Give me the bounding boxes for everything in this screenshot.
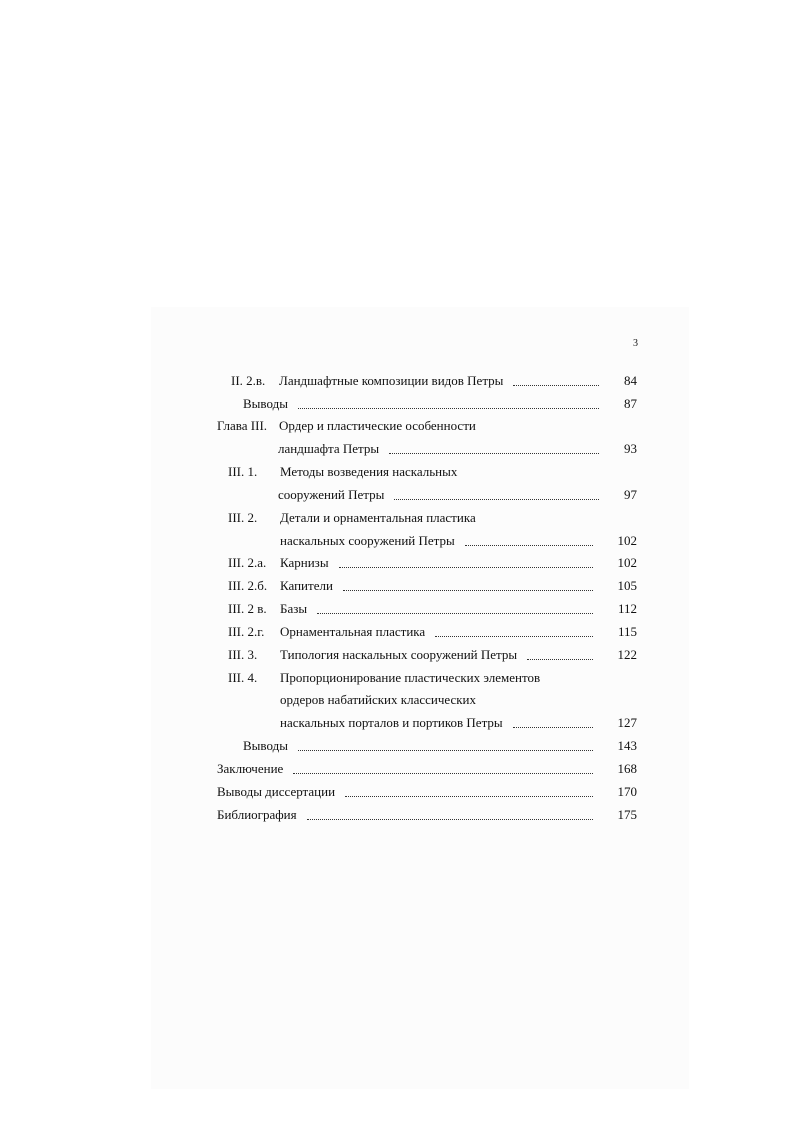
toc-entry (228, 599, 637, 619)
toc-entry (243, 736, 637, 756)
toc-entry-title: Библиография (217, 807, 297, 822)
toc-entry-number: III. 2 в. (228, 601, 267, 616)
toc-entry (228, 576, 637, 596)
toc-entry-page: 112 (617, 601, 637, 616)
toc-entry-title: Методы возведения наскальных (280, 464, 458, 479)
toc-entry-page: 143 (617, 738, 637, 753)
toc-entry-title: Ордер и пластические особенности (279, 418, 476, 433)
leader-dots (394, 499, 599, 500)
toc-entry-page: 97 (624, 487, 637, 502)
toc-entry-page: 102 (617, 533, 637, 548)
leader-dots (317, 613, 593, 614)
toc-entry-title: Орнаментальная пластика (280, 624, 426, 639)
toc-entry-number: III. 1. (228, 464, 258, 479)
leader-dots (293, 773, 593, 774)
toc-entry-number: III. 2.а. (228, 555, 267, 570)
toc-entry (228, 508, 637, 528)
toc-entry-title: наскальных порталов и портиков Петры (280, 715, 503, 730)
toc-entry (278, 439, 637, 459)
toc-entry-title: сооружений Петры (278, 487, 385, 502)
leader-dots (298, 750, 593, 751)
toc-entry-page: 115 (617, 624, 637, 639)
toc-entry-number: III. 2.г. (228, 624, 265, 639)
toc-entry-number: II. 2.в. (231, 373, 266, 388)
toc-entry-title: Капители (280, 578, 333, 593)
leader-dots (307, 819, 593, 820)
leader-dots (435, 636, 593, 637)
leader-dots (339, 567, 593, 568)
toc-entry-title: Базы (280, 601, 308, 616)
toc-entry (217, 782, 637, 802)
toc-entry (280, 690, 637, 710)
leader-dots (527, 659, 593, 660)
toc-entry-title: наскальных сооружений Петры (280, 533, 455, 548)
leader-dots (345, 796, 593, 797)
toc-entry-title: ордеров набатийских классических (280, 692, 477, 707)
toc-entry-title: Карнизы (280, 555, 329, 570)
toc-entry-title: Выводы (243, 738, 288, 753)
leader-dots (343, 590, 593, 591)
leader-dots (298, 408, 599, 409)
toc-entry-title: Пропорционирование пластических элементов (280, 670, 541, 685)
leader-dots (465, 545, 593, 546)
toc-entry-page: 84 (624, 373, 637, 388)
toc-entry-title: Ландшафтные композиции видов Петры (279, 373, 504, 388)
toc-entry-number: III. 2. (228, 510, 258, 525)
toc-entry (243, 394, 637, 414)
toc-entry-title: Типология наскальных сооружений Петры (280, 647, 518, 662)
toc-entry (217, 759, 637, 779)
toc-entry (280, 713, 637, 733)
toc-entry-page: 102 (617, 555, 637, 570)
toc-entry-page: 127 (617, 715, 637, 730)
toc-entry-page: 170 (617, 784, 637, 799)
toc-entry (231, 371, 637, 391)
toc-entry (217, 416, 637, 436)
toc-entry-title: ландшафта Петры (278, 441, 380, 456)
toc-entry-title: Заключение (217, 761, 284, 776)
toc-entry (228, 622, 637, 642)
leader-dots (513, 727, 593, 728)
toc-entry-number: Глава III. (217, 418, 268, 433)
toc-entry-page: 93 (624, 441, 637, 456)
page-number: 3 (633, 338, 638, 349)
toc-entry-title: Выводы диссертации (217, 784, 336, 799)
toc-entry (217, 805, 637, 825)
toc-entry-title: Выводы (243, 396, 288, 411)
toc-entry (228, 462, 637, 482)
toc-entry (278, 485, 637, 505)
toc-entry-page: 168 (617, 761, 637, 776)
leader-dots (389, 453, 599, 454)
leader-dots (513, 385, 599, 386)
toc-entry-number: III. 2.б. (228, 578, 268, 593)
toc-entry (280, 531, 637, 551)
toc-entry-title: Детали и орнаментальная пластика (280, 510, 476, 525)
toc-entry-number: III. 4. (228, 670, 258, 685)
toc-entry-number: III. 3. (228, 647, 258, 662)
toc-entry (228, 645, 637, 665)
toc-entry-page: 105 (617, 578, 637, 593)
toc-entry-page: 175 (617, 807, 637, 822)
toc-entry (228, 553, 637, 573)
toc-entry (228, 668, 637, 688)
toc-entry-page: 122 (617, 647, 637, 662)
toc-entry-page: 87 (624, 396, 637, 411)
